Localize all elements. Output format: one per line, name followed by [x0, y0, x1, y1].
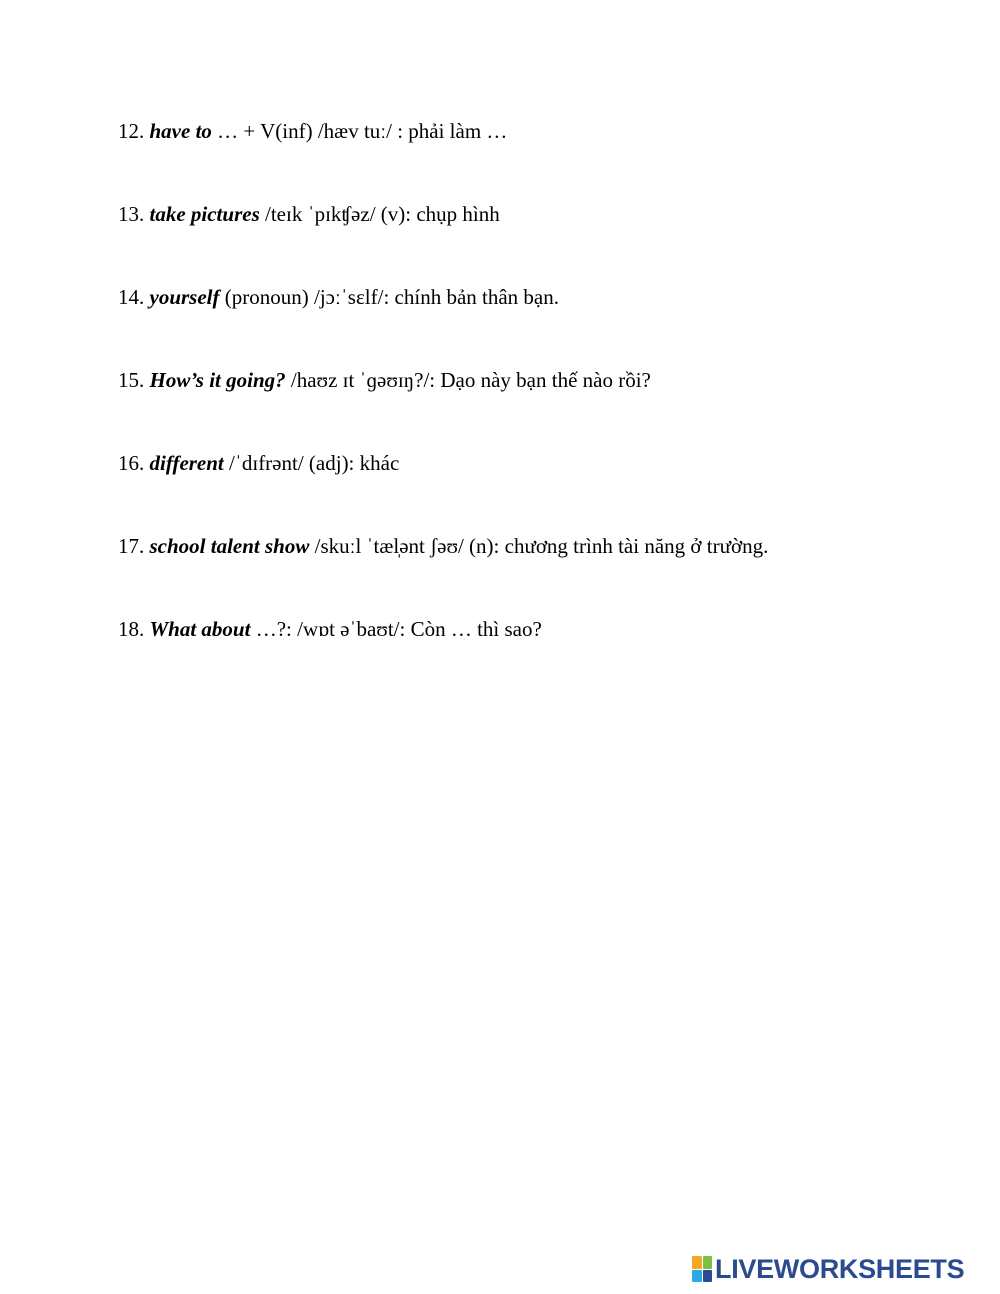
logo-block — [703, 1256, 713, 1269]
liveworksheets-logo — [692, 1254, 964, 1284]
vocab-entry-14 — [118, 282, 978, 312]
entry-term: take pictures — [149, 202, 260, 226]
vocab-entry-13 — [118, 199, 978, 229]
logo-text: LIVEWORKSHEETS — [715, 1253, 965, 1284]
entry-number: 12. — [118, 119, 145, 143]
entry-number: 15. — [118, 368, 145, 392]
entry-definition: …?: /wɒt əˈbaʊt/: Còn … thì sao? — [250, 617, 542, 641]
entry-definition: /ˈdɪfrənt/ (adj): khác — [223, 451, 400, 475]
entry-term: have to — [149, 119, 212, 143]
vocab-entry-17 — [118, 531, 978, 561]
logo-block — [692, 1270, 702, 1283]
entry-definition: /haʊz ɪt ˈɡəʊɪŋ?/: Dạo này bạn thế nào rồi? — [285, 368, 651, 392]
entry-definition: (pronoun) /jɔːˈsɛlf/: chính bản thân bạn. — [219, 285, 559, 309]
entry-number: 13. — [118, 202, 145, 226]
logo-block — [703, 1270, 713, 1283]
entry-number: 16. — [118, 451, 145, 475]
vocab-entry-15 — [118, 365, 978, 395]
entry-number: 14. — [118, 285, 145, 309]
entry-number: 18. — [118, 617, 145, 641]
entry-definition: /skuːl ˈtæl̩ənt ʃəʊ/ (n): chương trình tài năng ở trường. — [309, 534, 769, 558]
entry-term: yourself — [149, 285, 220, 309]
entry-number: 17. — [118, 534, 145, 558]
logo-block — [692, 1256, 702, 1269]
entry-term: school talent show — [149, 534, 310, 558]
entry-definition: … + V(inf) /hæv tuː/ : phải làm … — [211, 119, 508, 143]
vocabulary-list — [118, 116, 978, 697]
vocab-entry-12 — [118, 116, 978, 146]
vocab-entry-16 — [118, 448, 978, 478]
vocab-entry-18 — [118, 614, 978, 644]
entry-term: What about — [149, 617, 251, 641]
liveworksheets-logo-icon — [692, 1256, 712, 1282]
entry-term: different — [149, 451, 224, 475]
entry-definition: /teɪk ˈpɪkʧəz/ (v): chụp hình — [259, 202, 500, 226]
entry-term: How’s it going? — [149, 368, 286, 392]
